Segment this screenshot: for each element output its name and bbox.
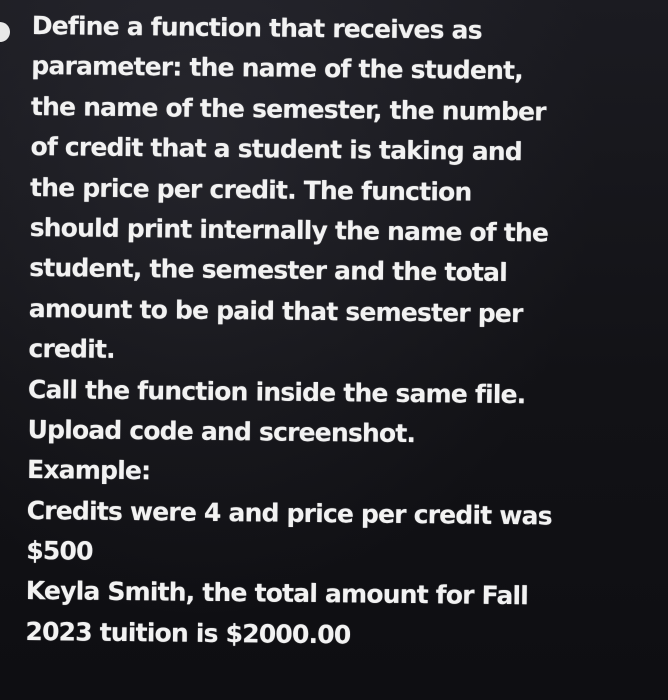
text-line: the price per credit. The function: [29, 172, 472, 207]
assignment-text: [25, 6, 662, 659]
text-line: amount to be paid that semester per: [28, 293, 523, 328]
text-line: of credit that a student is taking and: [30, 132, 523, 167]
text-line: the name of the semester, the number: [30, 91, 546, 127]
text-line: Define a function that receives as: [31, 10, 482, 45]
example-line: Credits were 4 and price per credit was: [26, 495, 552, 531]
text-line: should print internally the name of the: [29, 212, 549, 248]
partial-bullet-dot: [0, 22, 10, 42]
text-line: student, the semester and the total: [29, 253, 508, 288]
instruction-upload: Upload code and screenshot.: [27, 414, 416, 448]
example-output-line: Keyla Smith, the total amount for Fall: [25, 576, 529, 611]
instruction-call-function: Call the function inside the same file.: [27, 374, 526, 409]
example-heading: Example:: [26, 455, 151, 486]
text-line: credit.: [28, 334, 115, 365]
example-line: $500: [26, 536, 93, 566]
example-output-line: 2023 tuition is $2000.00: [25, 616, 351, 650]
text-line: parameter: the name of the student,: [31, 51, 524, 86]
